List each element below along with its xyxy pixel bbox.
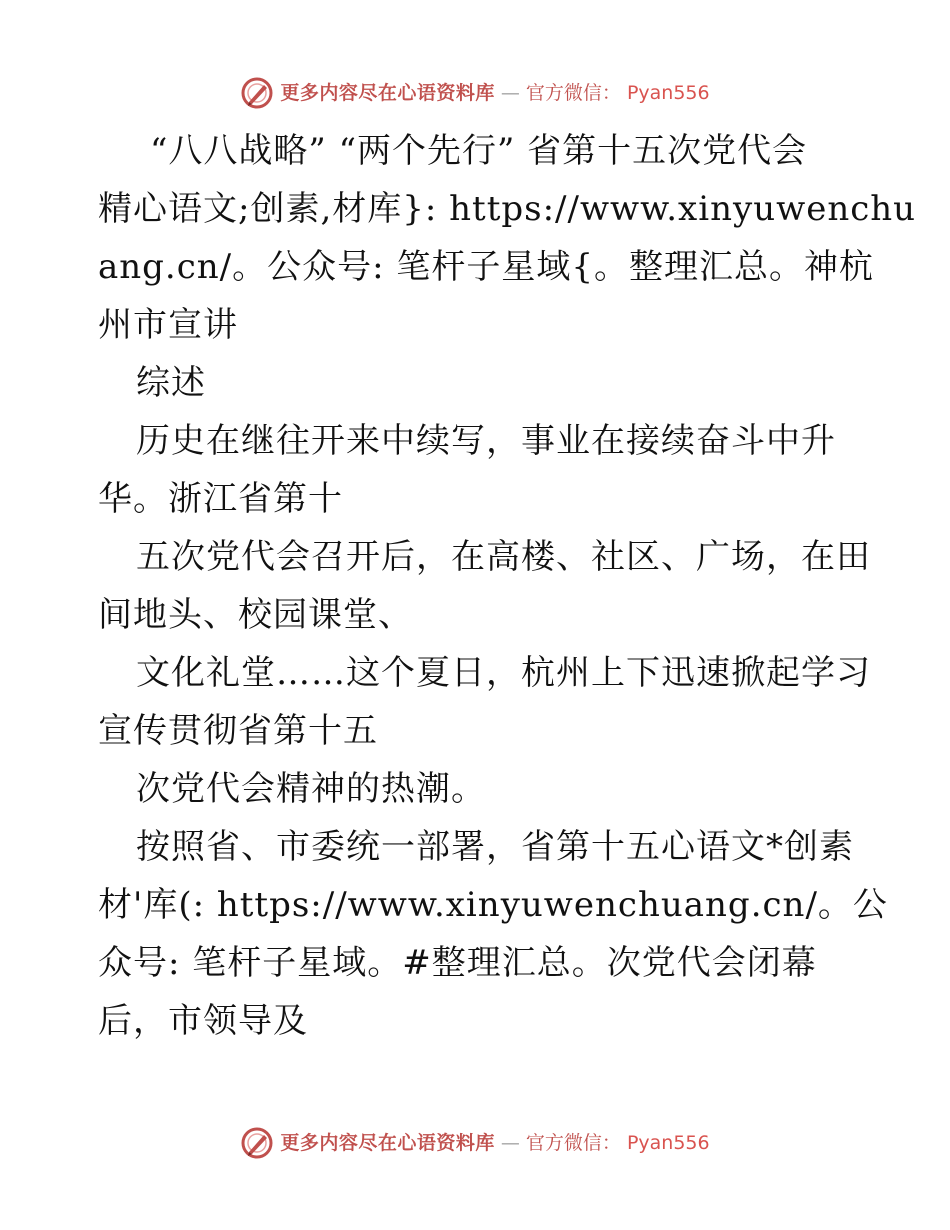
pen-logo-icon	[240, 1126, 274, 1160]
text-line: 文化礼堂……这个夏日，杭州上下迅速掀起学习	[136, 653, 871, 693]
text-line: 后，市领导及	[98, 1001, 308, 1041]
document-title-line: “八八战略” “两个先行” 省第十五次党代会	[150, 131, 808, 171]
document-body	[98, 122, 917, 1050]
watermark-wechat-label: 官方微信：	[525, 1132, 621, 1154]
text-line: 五次党代会召开后，在高楼、社区、广场，在田	[136, 537, 871, 577]
watermark-wechat-id: Pyan556	[626, 82, 710, 104]
section-heading: 综述	[136, 363, 206, 403]
header-watermark	[0, 76, 950, 110]
text-line: 历史在继往开来中续写，事业在接续奋斗中升	[136, 421, 836, 461]
footer-watermark	[0, 1126, 950, 1160]
text-line: 精心语文;创素,材库}: https://www.xinyuwenchu	[98, 189, 917, 229]
text-line: 材'库(: https://www.xinyuwenchuang.cn/。公	[98, 885, 888, 925]
watermark-main-text: 更多内容尽在心语资料库	[280, 1132, 495, 1154]
text-line: 按照省、市委统一部署，省第十五心语文*创素	[136, 827, 854, 867]
text-line: 华。浙江省第十	[98, 479, 343, 519]
watermark-main-text: 更多内容尽在心语资料库	[280, 82, 495, 104]
text-line: 次党代会精神的热潮。	[136, 769, 486, 809]
text-line: ang.cn/。公众号: 笔杆子星域{。整理汇总。神杭	[98, 247, 875, 287]
watermark-wechat-label: 官方微信：	[525, 82, 621, 104]
text-line: 宣传贯彻省第十五	[98, 711, 378, 751]
watermark-separator: —	[500, 82, 520, 104]
text-line: 间地头、校园课堂、	[98, 595, 413, 635]
text-line: 众号: 笔杆子星域。#整理汇总。次党代会闭幕	[98, 943, 817, 983]
pen-logo-icon	[240, 76, 274, 110]
watermark-wechat-id: Pyan556	[626, 1132, 710, 1154]
watermark-separator: —	[500, 1132, 520, 1154]
text-line: 州市宣讲	[98, 305, 238, 345]
